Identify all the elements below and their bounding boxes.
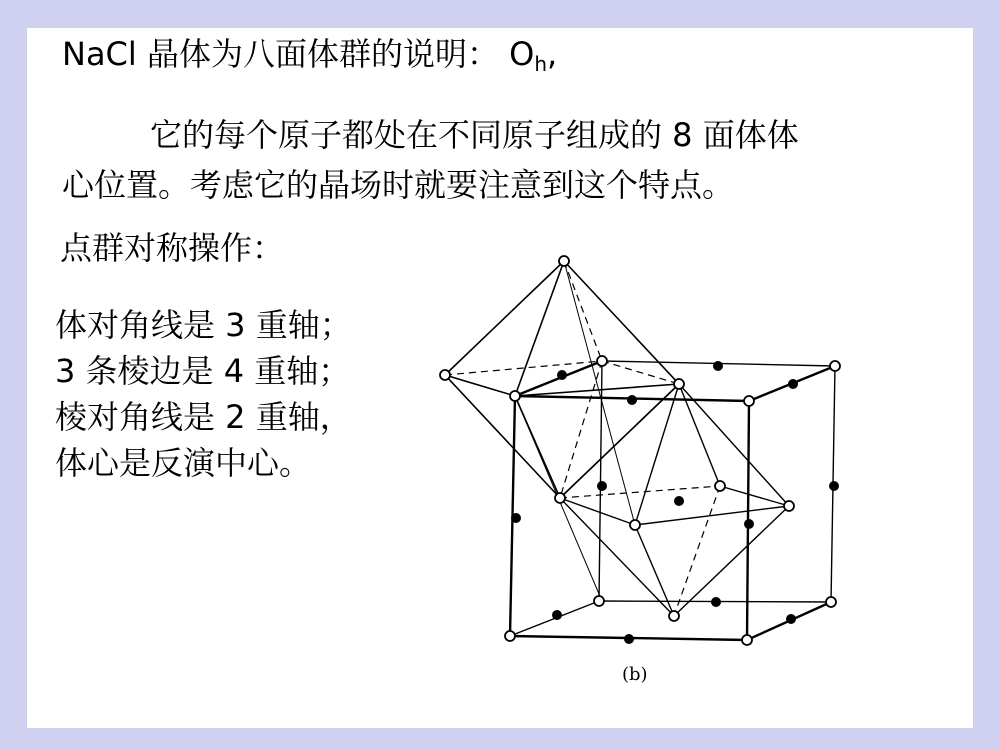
operation-item-2: 3 条棱边是 4 重轴； — [55, 352, 351, 390]
open-atoms — [440, 256, 840, 645]
slide-title: NaCl 晶体为八面体群的说明： $O_h$, — [62, 35, 558, 76]
operation-item-4: 体心是反演中心。 — [55, 444, 312, 482]
operation-item-1: 体对角线是 3 重轴； — [55, 306, 352, 344]
slide — [27, 28, 973, 728]
crystal-figure — [427, 246, 867, 706]
description-paragraph — [62, 110, 799, 210]
operations-list — [55, 302, 352, 486]
operations-heading: 点群对称操作： — [60, 229, 285, 267]
inner-lines — [515, 261, 635, 601]
front-octahedron-hidden — [560, 486, 720, 616]
paragraph-line-2: 心位置。考虑它的晶场时就要注意到这个特点。 — [62, 166, 735, 204]
operation-item-3: 棱对角线是 2 重轴， — [55, 398, 352, 436]
figure-caption: (b) — [622, 664, 648, 685]
paragraph-line-1: 它的每个原子都处在不同原子组成的 8 面体体 — [150, 116, 799, 154]
